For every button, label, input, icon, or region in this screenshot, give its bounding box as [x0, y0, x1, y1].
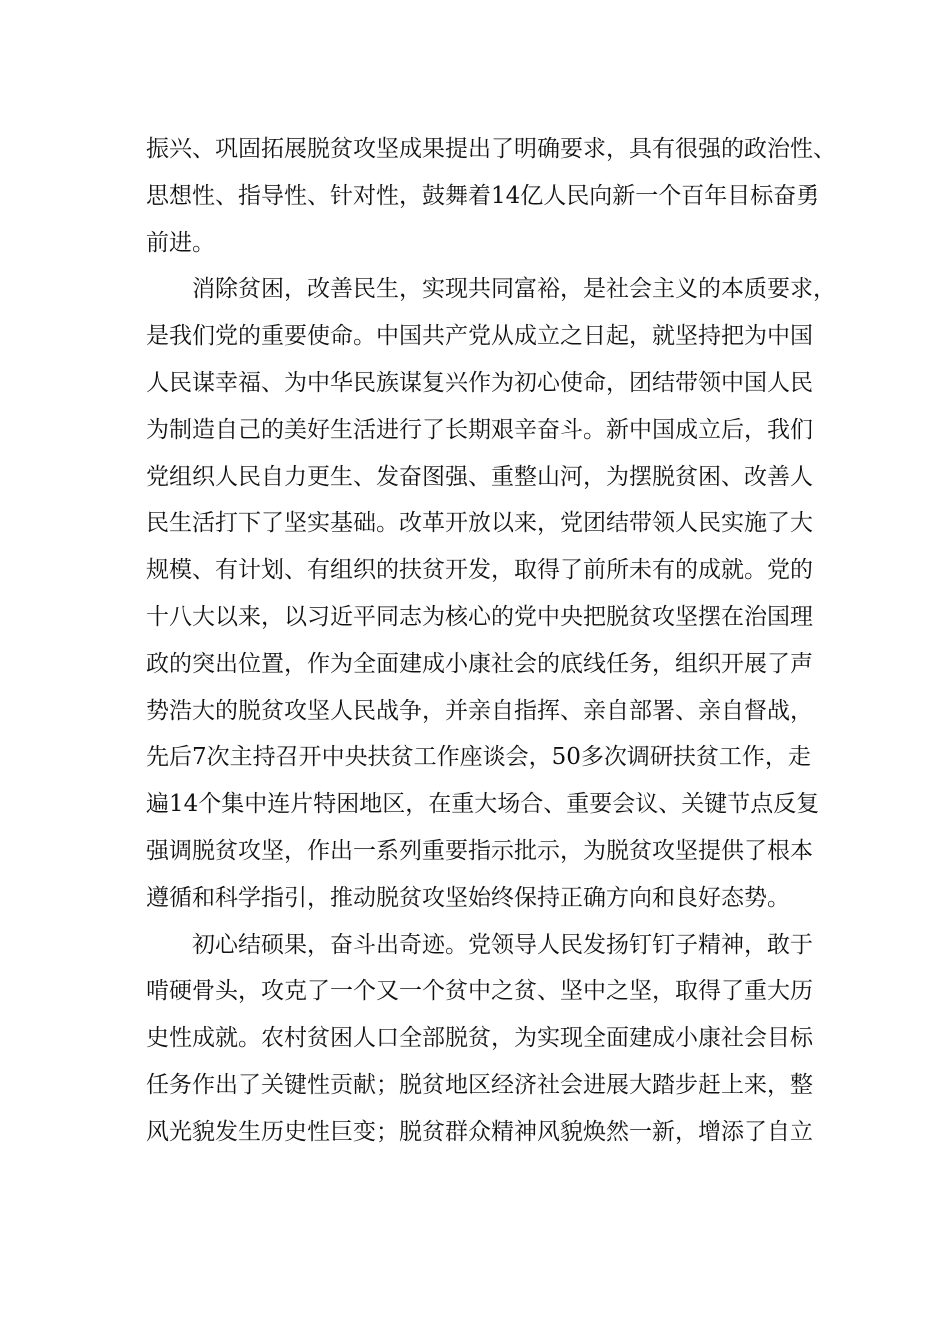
text-line: 遵循和科学指引，推动脱贫攻坚始终保持正确方向和良好态势。 — [146, 884, 790, 911]
text-line: 啃硬骨头，攻克了一个又一个贫中之贫、坚中之坚，取得了重大历 — [146, 978, 813, 1005]
text-line: 振兴、巩固拓展脱贫攻坚成果提出了明确要求，具有很强的政治性、 — [146, 136, 836, 162]
text-line: 强调脱贫攻坚，作出一系列重要指示批示，为脱贫攻坚提供了根本 — [146, 837, 813, 864]
text-line: 消除贫困，改善民生，实现共同富裕，是社会主义的本质要求， — [192, 276, 836, 303]
paragraph-2 — [146, 266, 836, 921]
text-line: 规模、有计划、有组织的扶贫开发，取得了前所未有的成就。党的 — [146, 557, 813, 584]
text-line: 是我们党的重要使命。中国共产党从成立之日起，就坚持把为中国 — [146, 323, 813, 350]
text-line: 风光貌发生历史性巨变；脱贫群众精神风貌焕然一新，增添了自立 — [146, 1118, 813, 1145]
text-line: 初心结硕果，奋斗出奇迹。党领导人民发扬钉钉子精神，敢于 — [192, 931, 813, 958]
text-line: 史性成就。农村贫困人口全部脱贫，为实现全面建成小康社会目标 — [146, 1025, 813, 1052]
paragraph-1 — [146, 126, 836, 266]
text-line: 前进。 — [146, 229, 215, 256]
text-line: 人民谋幸福、为中华民族谋复兴作为初心使命，团结带领中国人民 — [146, 369, 813, 396]
text-line: 民生活打下了坚实基础。改革开放以来，党团结带领人民实施了大 — [146, 510, 813, 537]
text-line: 十八大以来，以习近平同志为核心的党中央把脱贫攻坚摆在治国理 — [146, 603, 813, 630]
text-line: 遍14个集中连片特困地区，在重大场合、重要会议、关键节点反复 — [146, 791, 820, 818]
paragraph-3 — [146, 922, 813, 1156]
text-line: 政的突出位置，作为全面建成小康社会的底线任务，组织开展了声 — [146, 650, 813, 677]
text-line: 党组织人民自力更生、发奋图强、重整山河，为摆脱贫困、改善人 — [146, 463, 813, 490]
text-line: 先后7次主持召开中央扶贫工作座谈会，50多次调研扶贫工作，走 — [146, 744, 811, 771]
document-page — [146, 126, 836, 1156]
text-line: 任务作出了关键性贡献；脱贫地区经济社会进展大踏步赶上来，整 — [146, 1071, 813, 1098]
text-line: 为制造自己的美好生活进行了长期艰辛奋斗。新中国成立后，我们 — [146, 416, 813, 443]
text-line: 势浩大的脱贫攻坚人民战争，并亲自指挥、亲自部署、亲自督战， — [146, 697, 813, 724]
text-line: 思想性、指导性、针对性，鼓舞着14亿人民向新一个百年目标奋勇 — [146, 182, 820, 209]
